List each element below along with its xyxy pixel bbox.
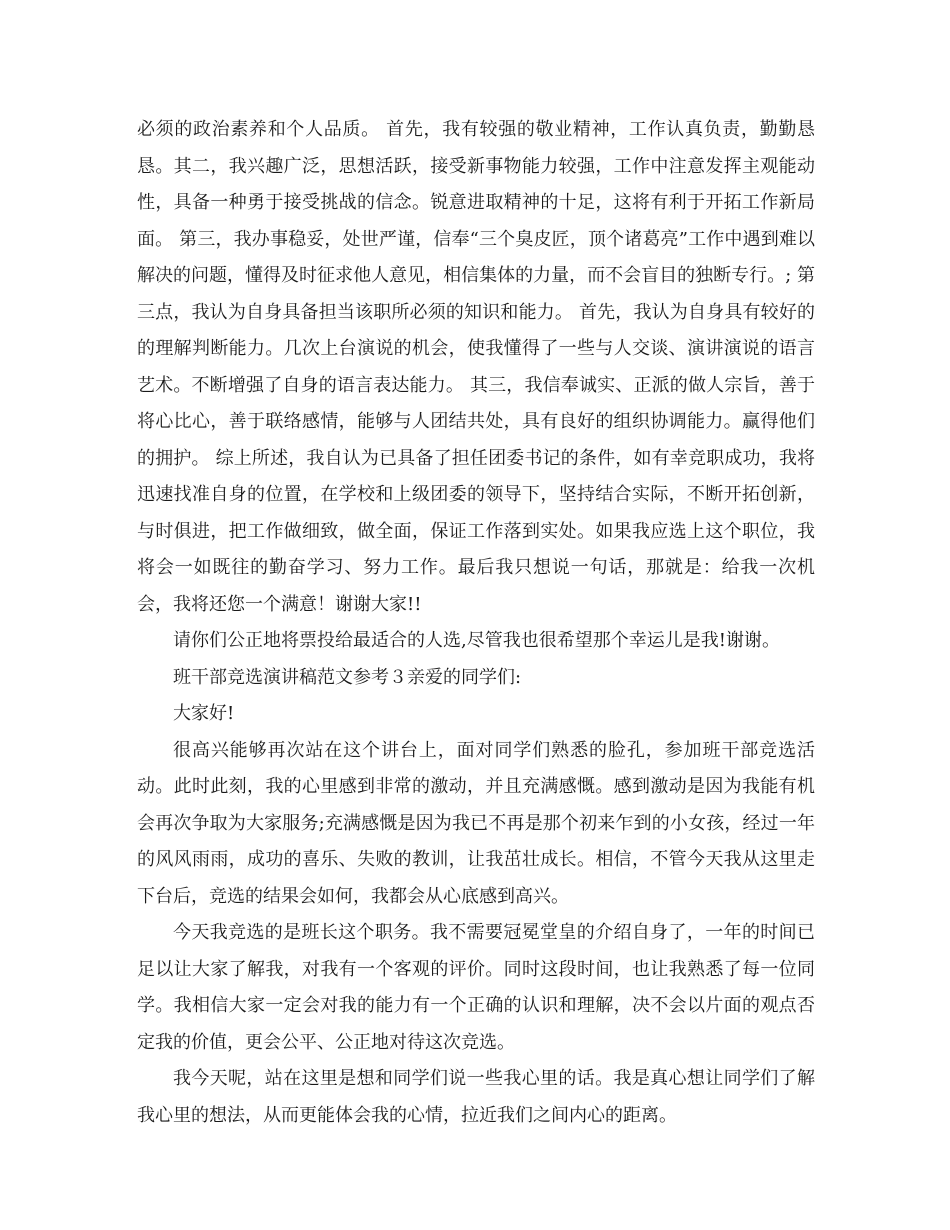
paragraph-continued: 必须的政治素养和个人品质。 首先，我有较强的敬业精神，工作认真负责，勤勤恳恳。其二，我兴趣广泛，思想活跃，接受新事物能力较强，工作中注意发挥主观能动性，具备一种勇于接受挑战的信念。锐意进取精神的十足，这将有利于开拓工作新局面。 第三，我办事稳妥，处世严谨，信奉“三个臭皮匠，顶个诸葛亮”工作中遇到难以解决的问题，懂得及时征求他人意见，相信集体的力量，而不会盲目的独断专行。; 第三点，我认为自身具备担当该职所必须的知识和能力。 首先，我认为自身具有较好的的理解判断能力。几次上台演说的机会，使我懂得了一些与人交谈、演讲演说的语言艺术。不断增强了自身的语言表达能力。 其三，我信奉诚实、正派的做人宗旨，善于将心比心，善于联络感情，能够与人团结共处，具有良好的组织协调能力。赢得他们的拥护。 综上所述，我自认为已具备了担任团委书记的条件，如有幸竞职成功，我将迅速找准自身的位置，在学校和上级团委的领导下，坚持结合实际，不断开拓创新，与时俱进，把工作做细致，做全面，保证工作落到实处。如果我应选上这个职位，我将会一如既往的勤奋学习、努力工作。最后我只想说一句话，那就是：给我一次机会，我将还您一个满意！谢谢大家!! xyxy=(137,119,815,615)
document-body xyxy=(137,112,815,1134)
paragraph-position: 今天我竞选的是班长这个职务。我不需要冠冕堂皇的介绍自身了，一年的时间已足以让大家了解我，对我有一个客观的评价。同时这段时间，也让我熟悉了每一位同学。我相信大家一定会对我的能力有一个正确的认识和理解，决不会以片面的观点否定我的价值，更会公平、公正地对待这次竞选。 xyxy=(137,922,815,1053)
paragraph-greeting: 大家好! xyxy=(173,703,235,724)
paragraph-intro: 很高兴能够再次站在这个讲台上，面对同学们熟悉的脸孔，参加班干部竞选活动。此时此刻，我的心里感到非常的激动，并且充满感慨。感到激动是因为我能有机会再次争取为大家服务;充满感慨是因为我已不再是那个初来乍到的小女孩，经过一年的风风雨雨，成功的喜乐、失败的教训，让我茁壮成长。相信，不管今天我从这里走下台后，竞选的结果会如何，我都会从心底感到高兴。 xyxy=(137,739,815,907)
paragraph-vote-request: 请你们公正地将票投给最适合的人选,尽管我也很希望那个幸运儿是我!谢谢。 xyxy=(173,630,780,651)
paragraph-heading: 班干部竞选演讲稿范文参考３亲爱的同学们: xyxy=(173,666,522,688)
paragraph-closing: 我今天呢，站在这里是想和同学们说一些我心里的话。我是真心想让同学们了解我心里的想法，从而更能体会我的心情，拉近我们之间内心的距离。 xyxy=(137,1068,815,1126)
